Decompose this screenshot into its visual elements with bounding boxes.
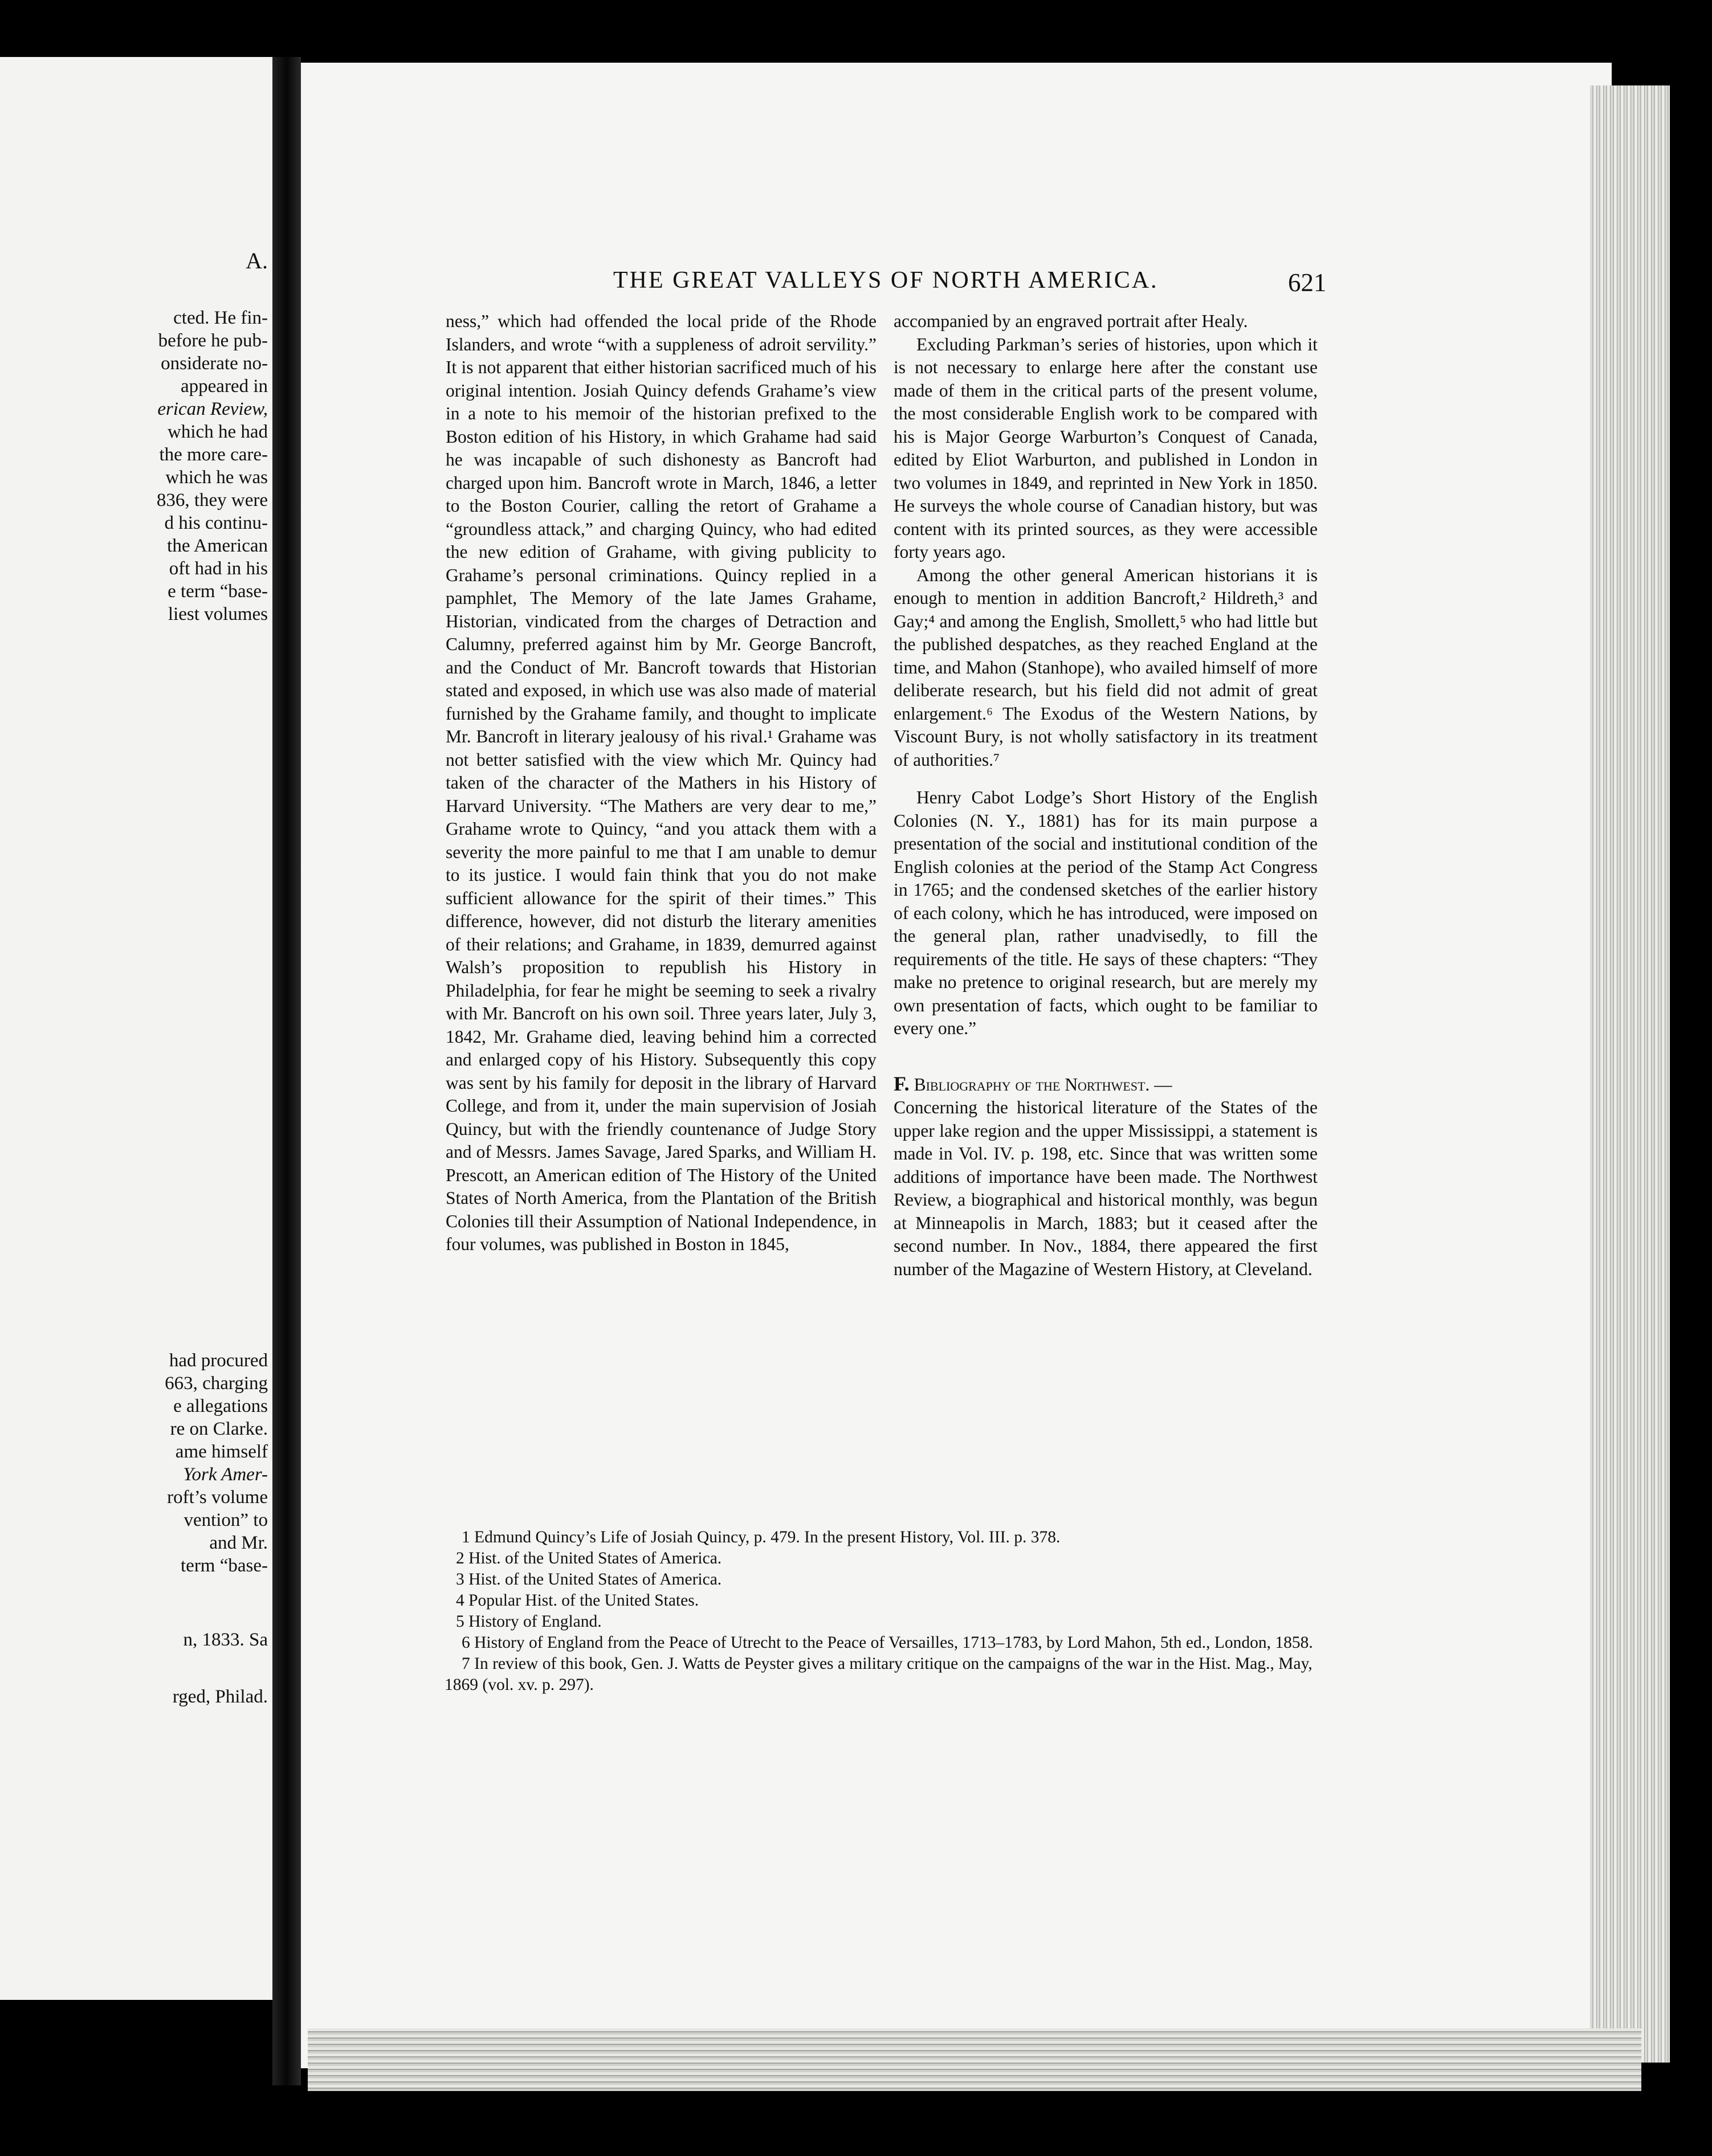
left-text-line: ame himself: [175, 1442, 268, 1462]
left-text-line: 836, they were: [156, 490, 268, 511]
left-footnote-line: n, 1833. Sa: [183, 1630, 268, 1650]
left-text-line: the American: [167, 536, 268, 556]
left-text-line: re on Clarke.: [170, 1419, 268, 1439]
text-column-right: [894, 310, 1318, 1281]
body-paragraph: Henry Cabot Lodge’s Short History of the English Colonies (N. Y., 1881) has for its main purpose a presentation of the social and institutional condition of the English colonies at the period of the Stamp Act Congress in 1765; and the condensed sketches of the earlier history of each colony, which he has introduced, were imposed on the general plan, rather unadvisedly, to fill the requirements of the title. He says of these chapters: “They make no pretence to original research, but are merely my own presentation of facts, which ought to be familiar to every one.”: [894, 787, 1318, 1038]
left-text-line: term “base-: [181, 1555, 268, 1576]
left-text-line: the more care-: [159, 444, 268, 465]
left-text-line: and Mr.: [209, 1533, 268, 1553]
left-text-line: e allegations: [173, 1396, 268, 1416]
footnote: 7 In review of this book, Gen. J. Watts de Peyster gives a military critique on the campaigns of the war in the Hist. Mag., May, 1869 (vol. xv. p. 297).: [445, 1655, 1312, 1694]
page-edges: [1590, 85, 1670, 2063]
left-text-line: e term “base-: [168, 581, 268, 602]
left-text-line: erican Review,: [157, 399, 268, 419]
page-number: 621: [1288, 268, 1327, 297]
footnote: 1 Edmund Quincy’s Life of Josiah Quincy, p. 479. In the present History, Vol. III. p. 378.: [462, 1528, 1061, 1546]
left-text-line: d his continu-: [164, 513, 268, 533]
running-header: THE GREAT VALLEYS OF NORTH AMERICA.: [613, 267, 1159, 293]
left-footnote-line: rged, Philad.: [172, 1687, 268, 1707]
footnotes: [445, 1527, 1316, 1696]
left-page-header: A.: [246, 248, 268, 273]
left-text-line: liest volumes: [168, 604, 268, 624]
left-text-line: York Amer-: [183, 1464, 268, 1485]
footnote: 4 Popular Hist. of the United States.: [456, 1591, 699, 1610]
section-letter: F.: [894, 1072, 910, 1095]
body-paragraph: Concerning the historical literature of the States of the upper lake region and the upper Mississippi, a statement is made in Vol. IV. p. 198, etc. Since that was written some additions of importance have been made. The Northwest Review, a biographical and historical monthly, was begun at Minneapolis in March, 1883; but it ceased after the second number. In Nov., 1884, there appeared the first number of the Magazine of Western History, at Cleveland.: [894, 1097, 1318, 1279]
section-heading: F. Bibliography of the Northwest. —: [894, 1072, 1172, 1095]
section-title: Bibliography of the Northwest.: [914, 1074, 1150, 1095]
body-paragraph: ness,” which had offended the local pride of the Rhode Islanders, and wrote “with a suppleness of adroit servility.” It is not apparent that either historian sacrificed much of his original intention. Josiah Quincy defends Grahame’s view in a note to his memoir of the historian prefixed to the Boston edition of his History, in which Grahame had said he was incapable of such dishonesty as Bancroft had charged upon him. Bancroft wrote in March, 1846, a letter to the Boston Courier, calling the retort of Grahame a “groundless attack,” and charging Quincy, who had edited the new edition of Grahame, with giving publicity to Grahame’s personal criminations. Quincy replied in a pamphlet, The Memory of the late James Grahame, Historian, vindicated from the charges of Detraction and Calumny, preferred against him by Mr. George Bancroft, and the Conduct of Mr. Bancroft towards that Historian stated and exposed, in which use was also made of material furnished by the Grahame family, and thought to implicate Mr. Bancroft in literary jealousy of his rival.¹ Grahame was not better satisfied with the view which Mr. Quincy had taken of the character of the Mathers in his History of Harvard University. “The Mathers are very dear to me,” Grahame wrote to Quincy, “and you attack them with a severity the more painful to me that I am unable to demur to its justice. I would fain think that you do not make sufficient allowance for the spirit of their times.” This difference, however, did not disturb the literary amenities of their relations; and Grahame, in 1839, demurred against Walsh’s proposition to republish his History in Philadelphia, for fear he might be seeming to seek a rivalry with Mr. Bancroft on his own soil. Three years later, July 3, 1842, Mr. Grahame died, leaving behind him a corrected and enlarged copy of his History. Subsequently this copy was sent by his family for deposit in the library of Harvard College, and from it, under the main supervision of Josiah Quincy, but with the friendly countenance of Judge Story and of Messrs. James Savage, Jared Sparks, and William H. Prescott, an American edition of The History of the United States of North America, from the Plantation of the British Colonies till their Assumption of National Independence, in four volumes, was published in Boston in 1845,: [446, 311, 877, 1254]
left-page-fragment: [0, 57, 272, 2000]
body-paragraph: Excluding Parkman’s series of histories, upon which it is not necessary to enlarge here after the constant use made of them in the critical parts of the present volume, the most considerable English work to be compared with his is Major George Warburton’s Conquest of Canada, edited by Eliot Warburton, and published in London in two volumes in 1849, and reprinted in New York in 1850. He surveys the whole course of Canadian history, but was content with its printed sources, as they were accessible forty years ago.: [894, 334, 1318, 562]
left-text-line: oft had in his: [169, 558, 268, 579]
book-gutter: [272, 57, 301, 2085]
body-paragraph: accompanied by an engraved portrait after Healy.: [894, 311, 1248, 331]
left-text-line: which he had: [168, 422, 268, 442]
left-text-line: which he was: [165, 467, 268, 488]
left-text-line: cted. He fin-: [173, 308, 268, 328]
left-text-line: onsiderate no-: [161, 353, 268, 374]
left-text-line: roft’s volume: [167, 1487, 268, 1508]
left-text-line: appeared in: [181, 376, 268, 397]
footnote: 6 History of England from the Peace of Utrecht to the Peace of Versailles, 1713–1783, by Lord Mahon, 5th ed., London, 1858.: [462, 1634, 1313, 1652]
text-column-left: [446, 310, 877, 1256]
footnote: 3 Hist. of the United States of America.: [456, 1570, 722, 1589]
bottom-page-edges: [308, 2028, 1641, 2091]
left-text-line: had procured: [169, 1350, 268, 1371]
footnote: 2 Hist. of the United States of America.: [456, 1549, 722, 1567]
footnote: 5 History of England.: [456, 1612, 602, 1631]
left-text-line: 663, charging: [165, 1373, 268, 1394]
left-text-line: vention” to: [184, 1510, 268, 1530]
body-paragraph: Among the other general American historians it is enough to mention in addition Bancroft,² Hildreth,³ and Gay;⁴ and among the English, Smollett,⁵ who had little but the published despatches, as they reached England at the time, and Mahon (Stanhope), who availed himself of more deliberate research, but his field did not admit of great enlargement.⁶ The Exodus of the Western Nations, by Viscount Bury, is not wholly satisfactory in its treatment of authorities.⁷: [894, 565, 1318, 770]
left-text-line: before he pub-: [158, 330, 268, 351]
